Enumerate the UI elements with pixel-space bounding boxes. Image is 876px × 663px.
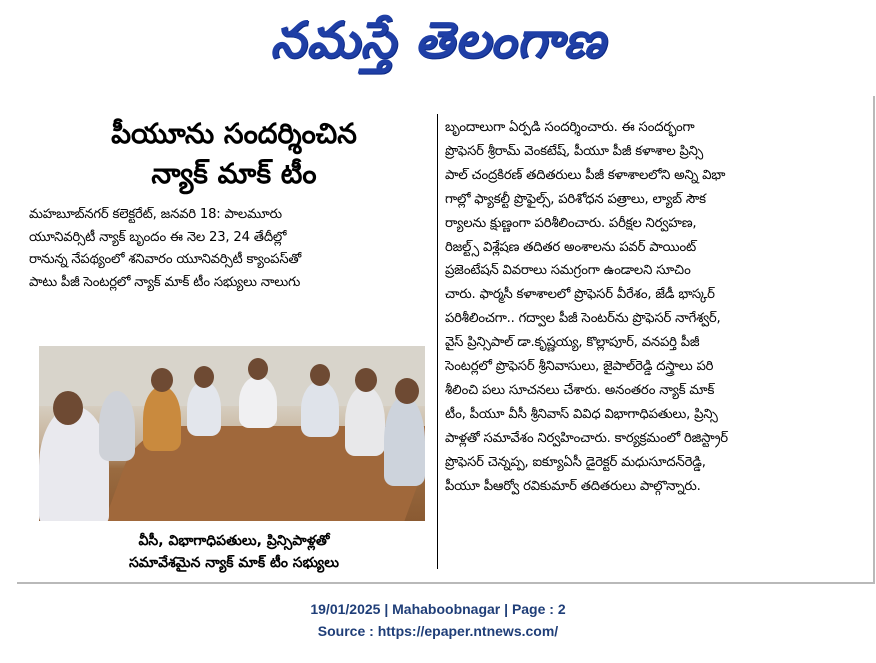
body-line: పాల్ చంద్రకిరణ్ తదితరులు పీజీ కళాశాలలోని అన్ని విభా bbox=[445, 167, 726, 183]
article-left-column bbox=[29, 114, 439, 576]
photo-person-head bbox=[194, 366, 214, 388]
column-divider bbox=[437, 114, 438, 569]
headline-line-2: న్యాక్ మాక్ టీం bbox=[151, 157, 317, 190]
photo-person bbox=[239, 376, 277, 428]
headline-line-1: పీయూను సందర్శించిన bbox=[111, 117, 357, 150]
photo-person-head bbox=[53, 391, 83, 425]
photo-person-head bbox=[151, 368, 173, 392]
photo-person-head bbox=[355, 368, 377, 392]
photo-person-head bbox=[248, 358, 268, 380]
meeting-photo bbox=[39, 346, 425, 521]
masthead bbox=[0, 0, 876, 92]
newspaper-logo: నమస్తే తెలంగాణ bbox=[270, 10, 606, 69]
body-line: టీం, పీయూ వీసీ శ్రీనివాస్ వివిధ విభాగాధిపతులు, ప్రిన్సి bbox=[445, 406, 718, 422]
edition-info: 19/01/2025 | Mahaboobnagar | Page : 2 bbox=[310, 601, 566, 617]
photo-person-head bbox=[310, 364, 330, 386]
body-line: రిజల్ట్స్ విశ్లేషణ తదితర అంశాలను పవర్ పాయింట్ bbox=[445, 239, 697, 255]
photo-person bbox=[301, 381, 339, 437]
photo-person bbox=[143, 386, 181, 451]
body-line: చారు. ఫార్మసీ కళాశాలలో ప్రొఫెసర్ వీరేశం, జేడీ భాస్కర్ bbox=[445, 287, 715, 303]
page-footer bbox=[0, 598, 876, 642]
photo-person bbox=[187, 381, 221, 436]
lead-line: యూనివర్సిటీ న్యాక్ బృందం ఈ నెల 23, 24 తేదీల్లో bbox=[29, 229, 287, 245]
lead-line: రానున్న నేపథ్యంలో శనివారం యూనివర్సిటీ క్యాంపస్‌తో bbox=[29, 252, 302, 267]
body-line: ర్యాలను క్షుణ్ణంగా పరిశీలించారు. పరీక్షల నిర్వహణ, bbox=[445, 215, 697, 231]
caption-line-1: వీసీ, విభాగాధిపతులు, ప్రిన్సిపాళ్లతో bbox=[138, 533, 330, 549]
body-line: గాల్లో ఫ్యాకల్టీ ప్రొఫైల్స్, పరిశోధన పత్రాలు, ల్యాబ్ సౌక bbox=[445, 191, 706, 207]
body-line: పీయూ పీఆర్వో రవికుమార్ తదితరులు పాల్గొన్నారు. bbox=[445, 478, 701, 494]
body-line: శీలించి పలు సూచనలు చేశారు. అనంతరం న్యాక్ మాక్ bbox=[445, 382, 715, 398]
lead-line: మహబూబ్‌నగర్ కలెక్టరేట్, జనవరి 18: పాలమూరు bbox=[29, 207, 282, 222]
body-line: పరిశీలించగా.. గద్వాల పీజీ సెంటర్‌ను ప్రొఫెసర్ నాగేశ్వర్, bbox=[445, 311, 721, 327]
body-line: ప్రొఫెసర్ చెన్నప్ప, ఐక్యూఏసీ డైరెక్టర్ మధుసూదన్‌రెడ్డి, bbox=[445, 454, 706, 470]
news-clipping bbox=[17, 96, 875, 584]
body-line: వైస్ ప్రిన్సిపాల్ డా.కృష్ణయ్య, కొల్లాపూర్, వనపర్తి పీజీ bbox=[445, 335, 700, 351]
body-line: సెంటర్లలో ప్రొఫెసర్ శ్రీనివాసులు, జైపాల్‌రెడ్డి దస్త్రాలు పరి bbox=[445, 359, 714, 375]
source-link: Source : https://epaper.ntnews.com/ bbox=[317, 623, 559, 639]
photo-caption bbox=[29, 530, 439, 574]
photo-person bbox=[99, 391, 135, 461]
body-line: ప్రజెంటేషన్ వివరాలు సమగ్రంగా ఉండాలని సూచిం bbox=[445, 263, 691, 279]
caption-line-2: సమావేశమైన న్యాక్ మాక్ టీం సభ్యులు bbox=[128, 555, 339, 571]
photo-person bbox=[345, 386, 385, 456]
photo-person-head bbox=[395, 378, 419, 404]
lead-paragraph bbox=[29, 204, 439, 294]
article-right-column bbox=[445, 116, 850, 499]
lead-line: పాటు పీజీ సెంటర్లలో న్యాక్ మాక్ టీం సభ్యులు నాలుగు bbox=[29, 274, 301, 290]
body-line: ప్రొఫెసర్ శ్రీరామ్ వెంకటేష్, పీయూ పీజీ కళాశాల ప్రిన్సి bbox=[445, 143, 704, 159]
body-line: పాళ్లతో సమావేశం నిర్వహించారు. కార్యక్రమంలో రిజిస్ట్రార్ bbox=[445, 430, 728, 446]
body-line: బృందాలుగా ఏర్పడి సందర్శించారు. ఈ సందర్భంగా bbox=[445, 120, 695, 135]
photo-person bbox=[384, 396, 425, 486]
